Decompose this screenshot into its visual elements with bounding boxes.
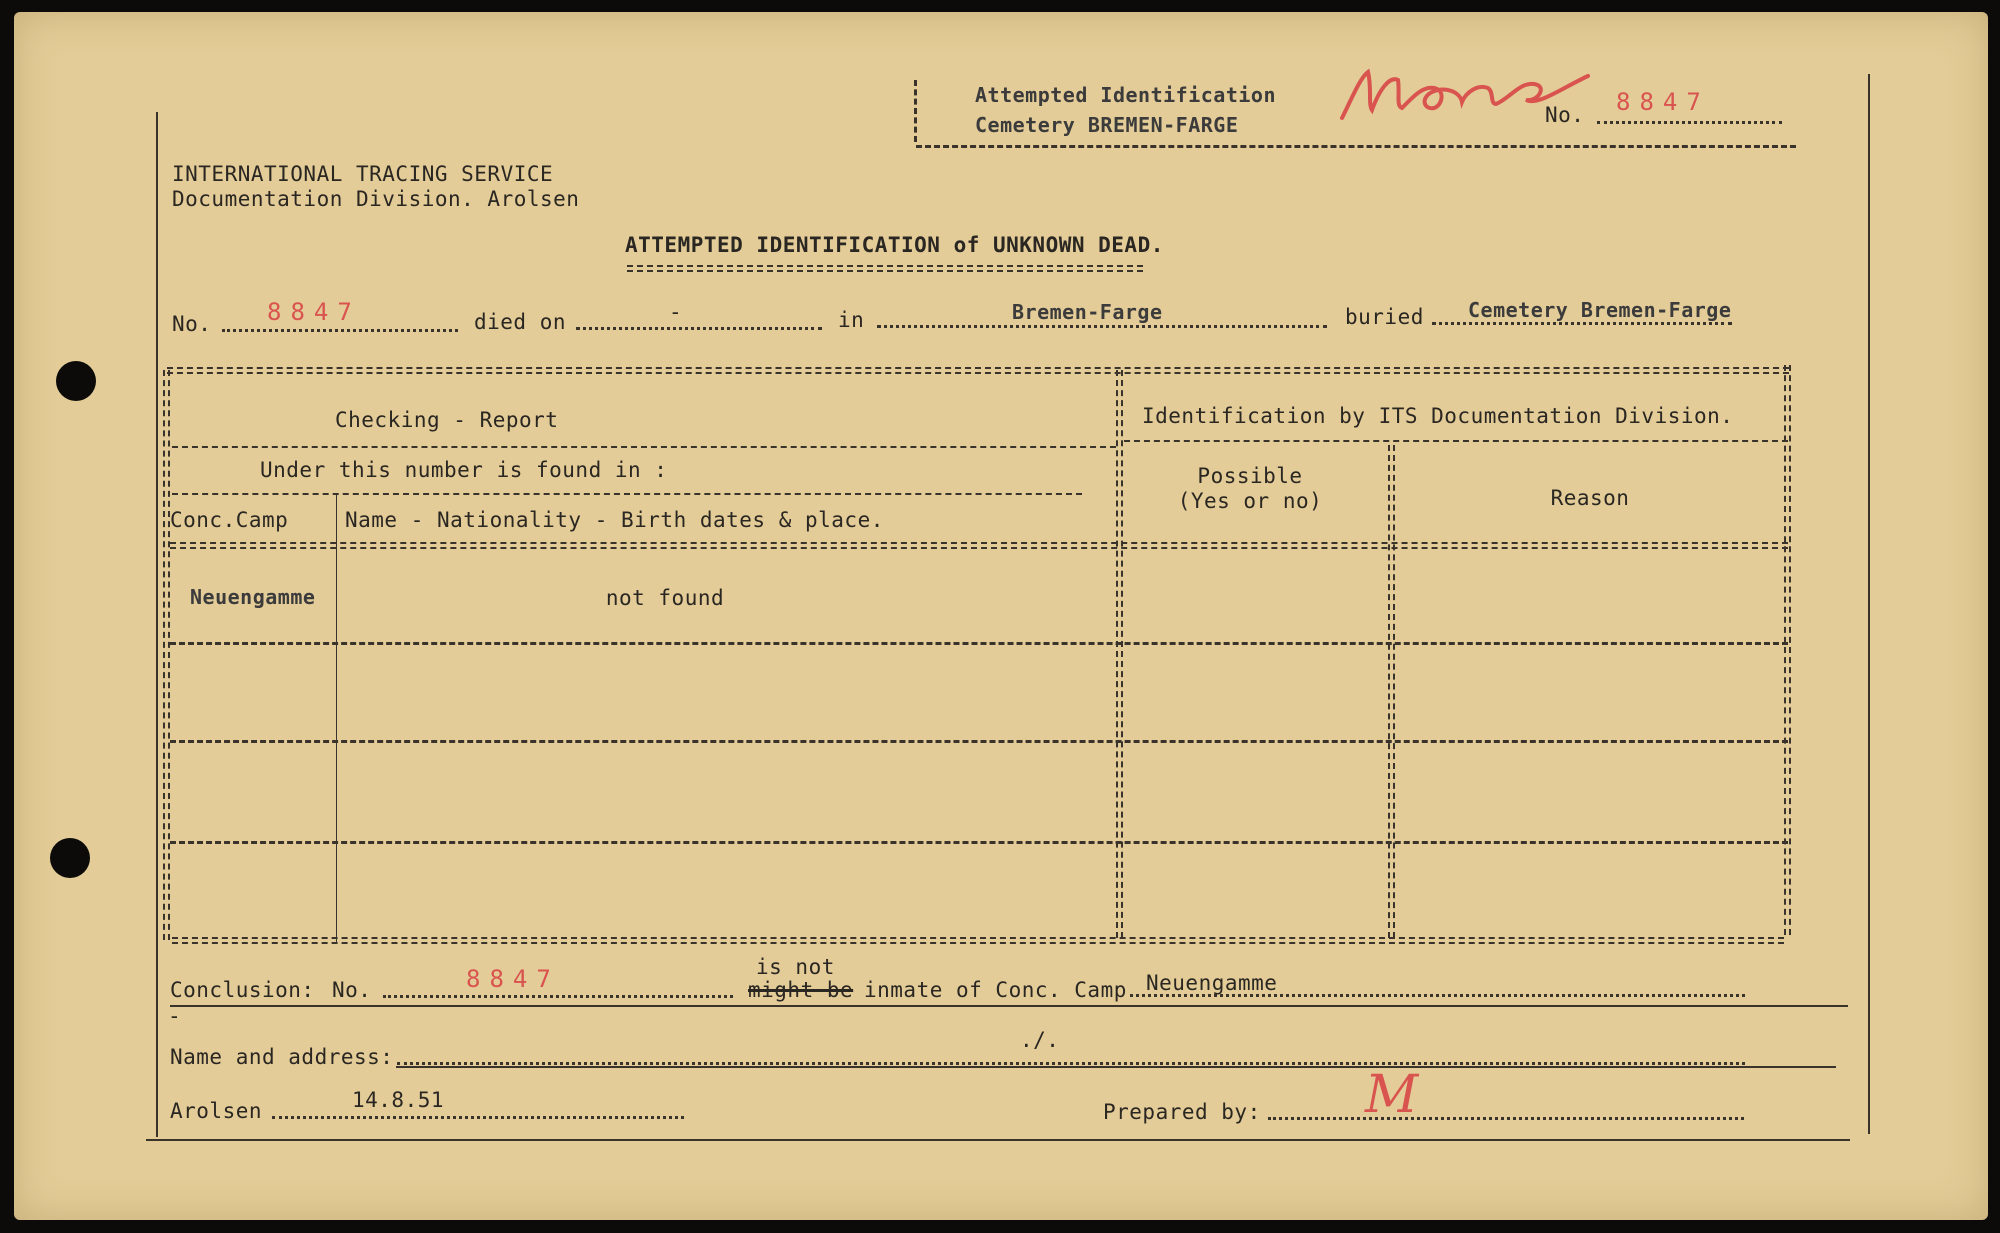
stamp-box-bottom xyxy=(916,145,1796,148)
record-no-dots xyxy=(222,329,458,332)
col-camp-header: Conc.Camp xyxy=(170,508,289,532)
record-buried-label: buried xyxy=(1345,305,1424,329)
conclusion-inmate-label: inmate of Conc. Camp xyxy=(864,978,1127,1002)
table-divider-possible xyxy=(1388,445,1395,938)
col-possible-header-1: Possible xyxy=(1197,464,1303,488)
card-left-border xyxy=(156,112,158,1137)
table-left-border xyxy=(163,370,170,940)
stamp-box-left xyxy=(914,80,917,142)
conclusion-rule xyxy=(170,1005,1848,1007)
col-possible-header-2: (Yes or no) xyxy=(1177,489,1323,513)
header-rule-left xyxy=(172,446,1116,448)
record-died-value: - xyxy=(669,300,683,324)
record-died-dots xyxy=(576,327,822,330)
name-address-dots xyxy=(397,1062,1745,1065)
record-in-dots xyxy=(877,325,1327,328)
header-no-dots xyxy=(1597,121,1782,124)
record-no-label: No. xyxy=(172,312,212,336)
table-divider-camp xyxy=(336,493,337,943)
prepared-by-initial: M xyxy=(1365,1065,1419,1125)
row-1-details: not found xyxy=(605,586,725,610)
table-divider-main xyxy=(1116,370,1123,938)
conclusion-camp-value: Neuengamme xyxy=(1146,971,1278,995)
conclusion-is-not: is not xyxy=(756,955,835,979)
footer-date: 14.8.51 xyxy=(352,1088,445,1112)
conclusion-label: Conclusion: xyxy=(170,978,315,1002)
prepared-by-dots xyxy=(1268,1117,1744,1120)
org-line-2: Documentation Division. Arolsen xyxy=(172,187,580,211)
footer-place: Arolsen xyxy=(170,1099,263,1123)
col-name-header: Name - Nationality - Birth dates & place. xyxy=(345,508,884,532)
table-bottom-border xyxy=(172,937,1784,944)
row-1-rule xyxy=(170,642,1788,645)
title-underline xyxy=(627,265,1143,272)
subheader-rule xyxy=(172,493,1082,495)
name-address-value: ./. xyxy=(1020,1028,1060,1052)
under-number-label: Under this number is found in : xyxy=(260,458,668,482)
record-buried-dots xyxy=(1432,322,1732,325)
column-header-rule xyxy=(170,542,1788,549)
table-top-border xyxy=(167,367,1789,374)
record-in-value: Bremen-Farge xyxy=(1012,300,1163,324)
header-no-value: 8847 xyxy=(1616,88,1710,116)
record-no-value: 8847 xyxy=(267,298,361,326)
checking-report-header: Checking - Report xyxy=(335,408,559,432)
record-buried-value: Cemetery Bremen-Farge xyxy=(1468,298,1732,322)
card-bottom-border xyxy=(146,1139,1850,1141)
punch-hole-top xyxy=(56,361,96,401)
row-1-camp: Neuengamme xyxy=(190,585,316,609)
card-right-border xyxy=(1868,74,1870,1134)
prepared-by-label: Prepared by: xyxy=(1103,1100,1261,1124)
org-line-1: INTERNATIONAL TRACING SERVICE xyxy=(172,162,554,186)
conclusion-no-dots xyxy=(383,995,733,998)
conclusion-no-value: 8847 xyxy=(466,965,560,993)
record-died-label: died on xyxy=(474,310,567,334)
header-no-label: No. xyxy=(1545,103,1585,127)
header-rule-right xyxy=(1124,440,1788,442)
footer-date-dots xyxy=(272,1116,684,1119)
conclusion-no-label: No. xyxy=(332,978,372,1002)
col-reason-header: Reason xyxy=(1550,486,1630,510)
document-title: ATTEMPTED IDENTIFICATION of UNKNOWN DEAD. xyxy=(625,233,1164,257)
identification-header: Identification by ITS Documentation Division. xyxy=(1142,404,1734,428)
conclusion-might-be: might be xyxy=(748,978,854,1002)
conclusion-dash: - xyxy=(168,1004,182,1028)
record-in-label: in xyxy=(838,308,865,332)
stamp-line-1: Attempted Identification xyxy=(975,83,1276,107)
name-address-rule xyxy=(396,1066,1836,1068)
row-3-rule xyxy=(170,841,1788,844)
table-right-border xyxy=(1784,365,1791,935)
name-address-label: Name and address: xyxy=(170,1045,394,1069)
row-2-rule xyxy=(170,740,1788,743)
punch-hole-bottom xyxy=(50,838,90,878)
stamp-line-2: Cemetery BREMEN-FARGE xyxy=(975,113,1239,137)
